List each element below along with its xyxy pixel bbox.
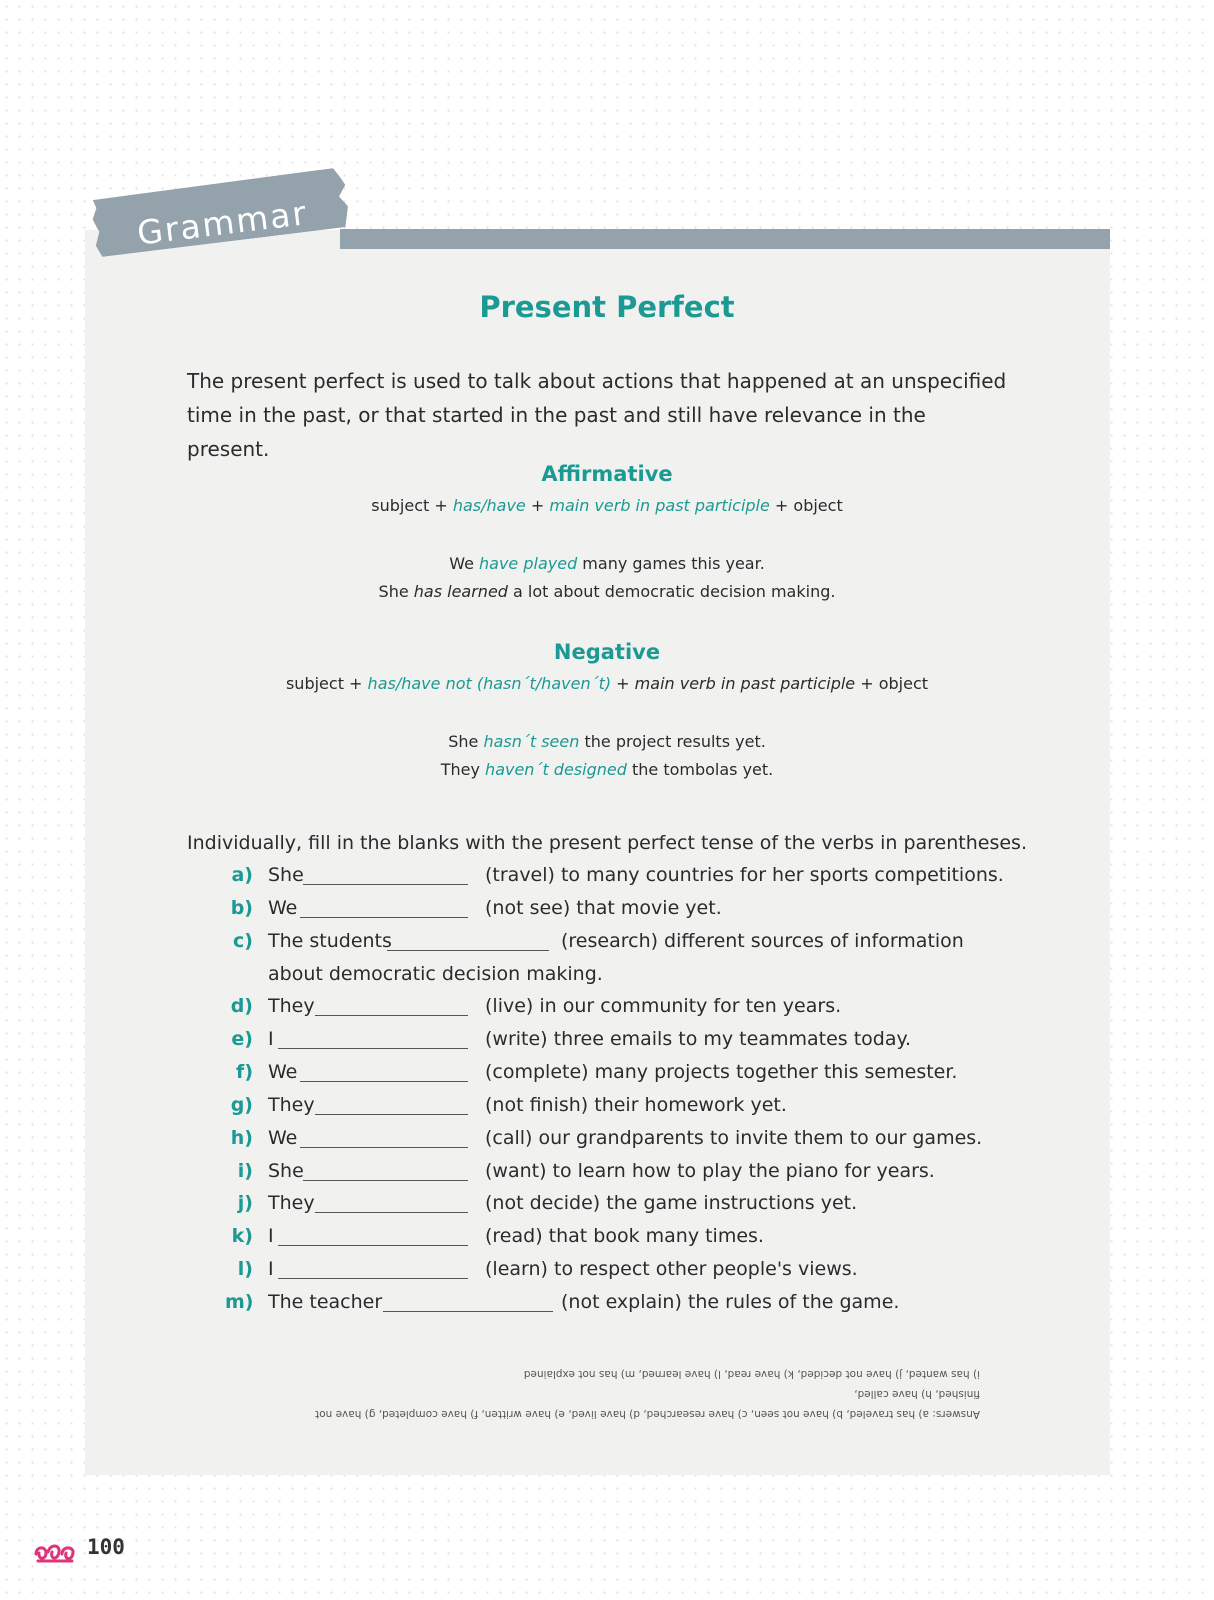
item-letter: c) [233, 930, 253, 952]
exercise-instruction: Individually, fill in the blanks with the present perfect tense of the verbs in parentheses. [187, 832, 1027, 854]
item-subject: We [268, 1061, 298, 1083]
item-text: (not explain) the rules of the game. [561, 1291, 900, 1313]
negative-formula: subject + has/have not (hasn´t/haven´t) + main verb in past participle + object [285, 674, 929, 693]
item-subject: I [268, 1258, 274, 1280]
affirmative-heading: Affirmative [541, 462, 673, 486]
section-header-bar [340, 229, 1110, 249]
item-text: (complete) many projects together this semester. [485, 1061, 958, 1083]
section-tag-label: Grammar [135, 193, 310, 253]
item-text: (live) in our community for ten years. [485, 995, 842, 1017]
page-number: 100 [87, 1535, 125, 1559]
item-subject: They [268, 1192, 315, 1214]
item-text-continued: about democratic decision making. [268, 963, 603, 985]
item-letter: a) [231, 864, 253, 886]
affirmative-example-2: She has learned a lot about democratic decision making. [378, 582, 836, 601]
affirmative-example-1: We have played many games this year. [449, 554, 765, 573]
answer-key-line-1: Answers: a) has traveled, b) have not seen, c) have researched, d) have lived, e) have written, f) have completed, g) have not finished, h) have called, [315, 1388, 980, 1420]
item-subject: I [268, 1225, 274, 1247]
item-letter: d) [230, 995, 253, 1017]
page-title: Present Perfect [479, 290, 735, 324]
item-text: (read) that book many times. [485, 1225, 764, 1247]
answer-blank[interactable] [278, 1028, 468, 1049]
item-letter: e) [231, 1028, 253, 1050]
item-text: (not finish) their homework yet. [485, 1094, 787, 1116]
item-letter: k) [231, 1225, 253, 1247]
intro-paragraph: The present perfect is used to talk about actions that happened at an unspecified time in the past, or that started in the past and still have relevance in the present. [187, 369, 1007, 461]
answer-blank[interactable] [383, 1291, 553, 1312]
item-text: (not decide) the game instructions yet. [485, 1192, 858, 1214]
answer-blank[interactable] [315, 995, 468, 1016]
answer-blank[interactable] [300, 1127, 468, 1148]
answer-key-line-2: i) has wanted, j) have not decided, k) have read, l) have learned, m) has not explained [523, 1368, 980, 1380]
answer-blank[interactable] [278, 1258, 468, 1279]
item-text: (want) to learn how to play the piano for years. [485, 1160, 935, 1182]
item-subject: We [268, 1127, 298, 1149]
item-subject: They [268, 1094, 315, 1116]
answer-blank[interactable] [300, 897, 468, 918]
answer-blank[interactable] [315, 1094, 468, 1115]
answer-blank[interactable] [315, 1192, 468, 1213]
negative-example-1: She hasn´t seen the project results yet. [448, 732, 766, 751]
negative-heading: Negative [553, 640, 661, 664]
answer-blank[interactable] [303, 1160, 468, 1181]
item-letter: l) [237, 1258, 253, 1280]
answer-blank[interactable] [300, 1061, 468, 1082]
answer-blank[interactable] [278, 1225, 468, 1246]
answer-blank[interactable] [387, 930, 549, 951]
item-text: (learn) to respect other people's views. [485, 1258, 858, 1280]
item-letter: m) [225, 1291, 254, 1313]
item-letter: b) [230, 897, 253, 919]
answer-blank[interactable] [303, 864, 468, 885]
item-subject: She [268, 864, 304, 886]
item-text: (call) our grandparents to invite them to our games. [485, 1127, 983, 1149]
item-subject: The students [268, 930, 392, 952]
item-letter: i) [237, 1160, 253, 1182]
item-subject: She [268, 1160, 304, 1182]
item-text: (not see) that movie yet. [485, 897, 722, 919]
item-letter: f) [236, 1061, 253, 1083]
item-letter: h) [230, 1127, 253, 1149]
item-text: (travel) to many countries for her sports competitions. [485, 864, 1004, 886]
publisher-logo-icon [32, 1540, 78, 1566]
item-subject: They [268, 995, 315, 1017]
item-text: (write) three emails to my teammates today. [485, 1028, 912, 1050]
answer-key [300, 1364, 980, 1424]
affirmative-formula: subject + has/have + main verb in past participle + object [371, 496, 843, 515]
negative-example-2: They haven´t designed the tombolas yet. [440, 760, 774, 779]
item-subject: I [268, 1028, 274, 1050]
item-letter: g) [230, 1094, 253, 1116]
item-letter: j) [237, 1192, 253, 1214]
item-subject: We [268, 897, 298, 919]
item-text: (research) different sources of information [561, 930, 964, 952]
item-subject: The teacher [268, 1291, 383, 1313]
